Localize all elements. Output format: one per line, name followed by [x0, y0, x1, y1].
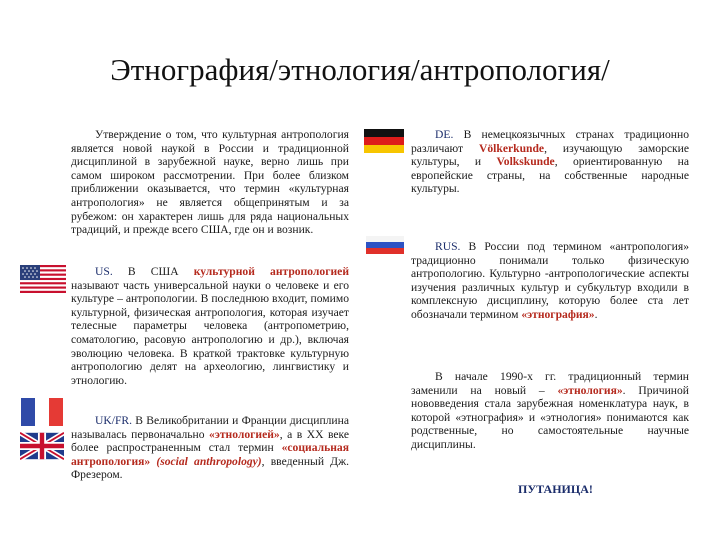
- modern-text-2: . Причиной нововведения стала зарубежная номенклатура наук, в которой «этнография» и «этнология» понимаются как родственные, но самостоятельные научные дисциплины.: [411, 383, 689, 451]
- us-text-1: В США: [112, 265, 194, 278]
- slide-title: Этнография/этнология/антропология/: [110, 52, 610, 87]
- usa-flag: [20, 265, 66, 293]
- ukfr-term-2-en: (social anthropology): [150, 454, 262, 468]
- us-paragraph: [71, 265, 349, 387]
- modern-paragraph: [411, 370, 689, 452]
- de-text-3: , ориентированную на европейские страны, на собственные народные культуры.: [411, 155, 689, 196]
- russia-flag: [366, 236, 404, 254]
- confusion-label: ПУТАНИЦА!: [518, 482, 593, 496]
- rus-term: «этнография»: [521, 307, 595, 321]
- de-term-2: Volkskunde: [496, 155, 555, 169]
- rus-paragraph: [411, 240, 689, 322]
- germany-flag: [364, 128, 404, 154]
- ukfr-term-2: «социальная антропология»: [71, 441, 349, 468]
- rus-code: RUS.: [435, 240, 461, 253]
- modern-term: «этнология»: [557, 383, 623, 397]
- intro-text: Утверждение о том, что культурная антропология является новой наукой в России и традиционной дисциплиной в зарубежной науке, верно лишь при самом широком рассмотрении. При более близком приближении оказывается, что термин «культурная антропология» не является общепринятым и за рубежом: он характерен лишь для ряда национальных традиций, и прежде всего США, где он и возник.: [71, 128, 349, 237]
- rus-text-1: В России под термином «антропология» традиционно понимали только физическую антропологию. Культурно -антропологические аспекты изучения различных культур и субкультур входили в комплексную дисциплину, которую более ста лет обозначали термином: [411, 240, 689, 321]
- ukfr-paragraph: [71, 414, 349, 482]
- de-term-1: Völkerkunde: [479, 141, 545, 155]
- us-term: культурной антропологией: [193, 265, 350, 278]
- ukfr-code: UK/FR.: [95, 414, 133, 427]
- ukfr-text-3: , введенный Дж. Фрезером.: [71, 454, 349, 482]
- ukfr-text-1: В Великобритании и Франции дисциплина называлась первоначально: [71, 414, 349, 441]
- rus-text-2: .: [594, 307, 598, 321]
- us-code: US.: [95, 265, 113, 278]
- de-text-2: , изучающую заморские культуры, и: [411, 141, 689, 169]
- ukfr-term-1: «этнологией»: [209, 427, 280, 441]
- ukfr-text-2: , а в XX веке более распространенным стал термин: [71, 427, 349, 455]
- de-paragraph: [411, 128, 689, 196]
- modern-text-1: В начале 1990-х гг. традиционный термин заменили на новый –: [411, 370, 689, 397]
- de-text-1: В немецкоязычных странах традиционно различают: [411, 128, 689, 155]
- intro-paragraph: [71, 128, 349, 237]
- de-code: DE.: [435, 128, 454, 141]
- us-text-2: называют часть универсальной науки о человеке и его культуре – антропологии. В последнюю входит, помимо культурной, физическая антропология, которая изучает телесные параметры человека (антропометрию, соматологию, расовую антропологию и др.), включая эволюцию человека. В краткой трактовке культурную антропологию делят на археологию, лингвистику и этнологию.: [71, 278, 349, 387]
- uk-flag: [20, 432, 64, 460]
- france-flag: [20, 398, 64, 426]
